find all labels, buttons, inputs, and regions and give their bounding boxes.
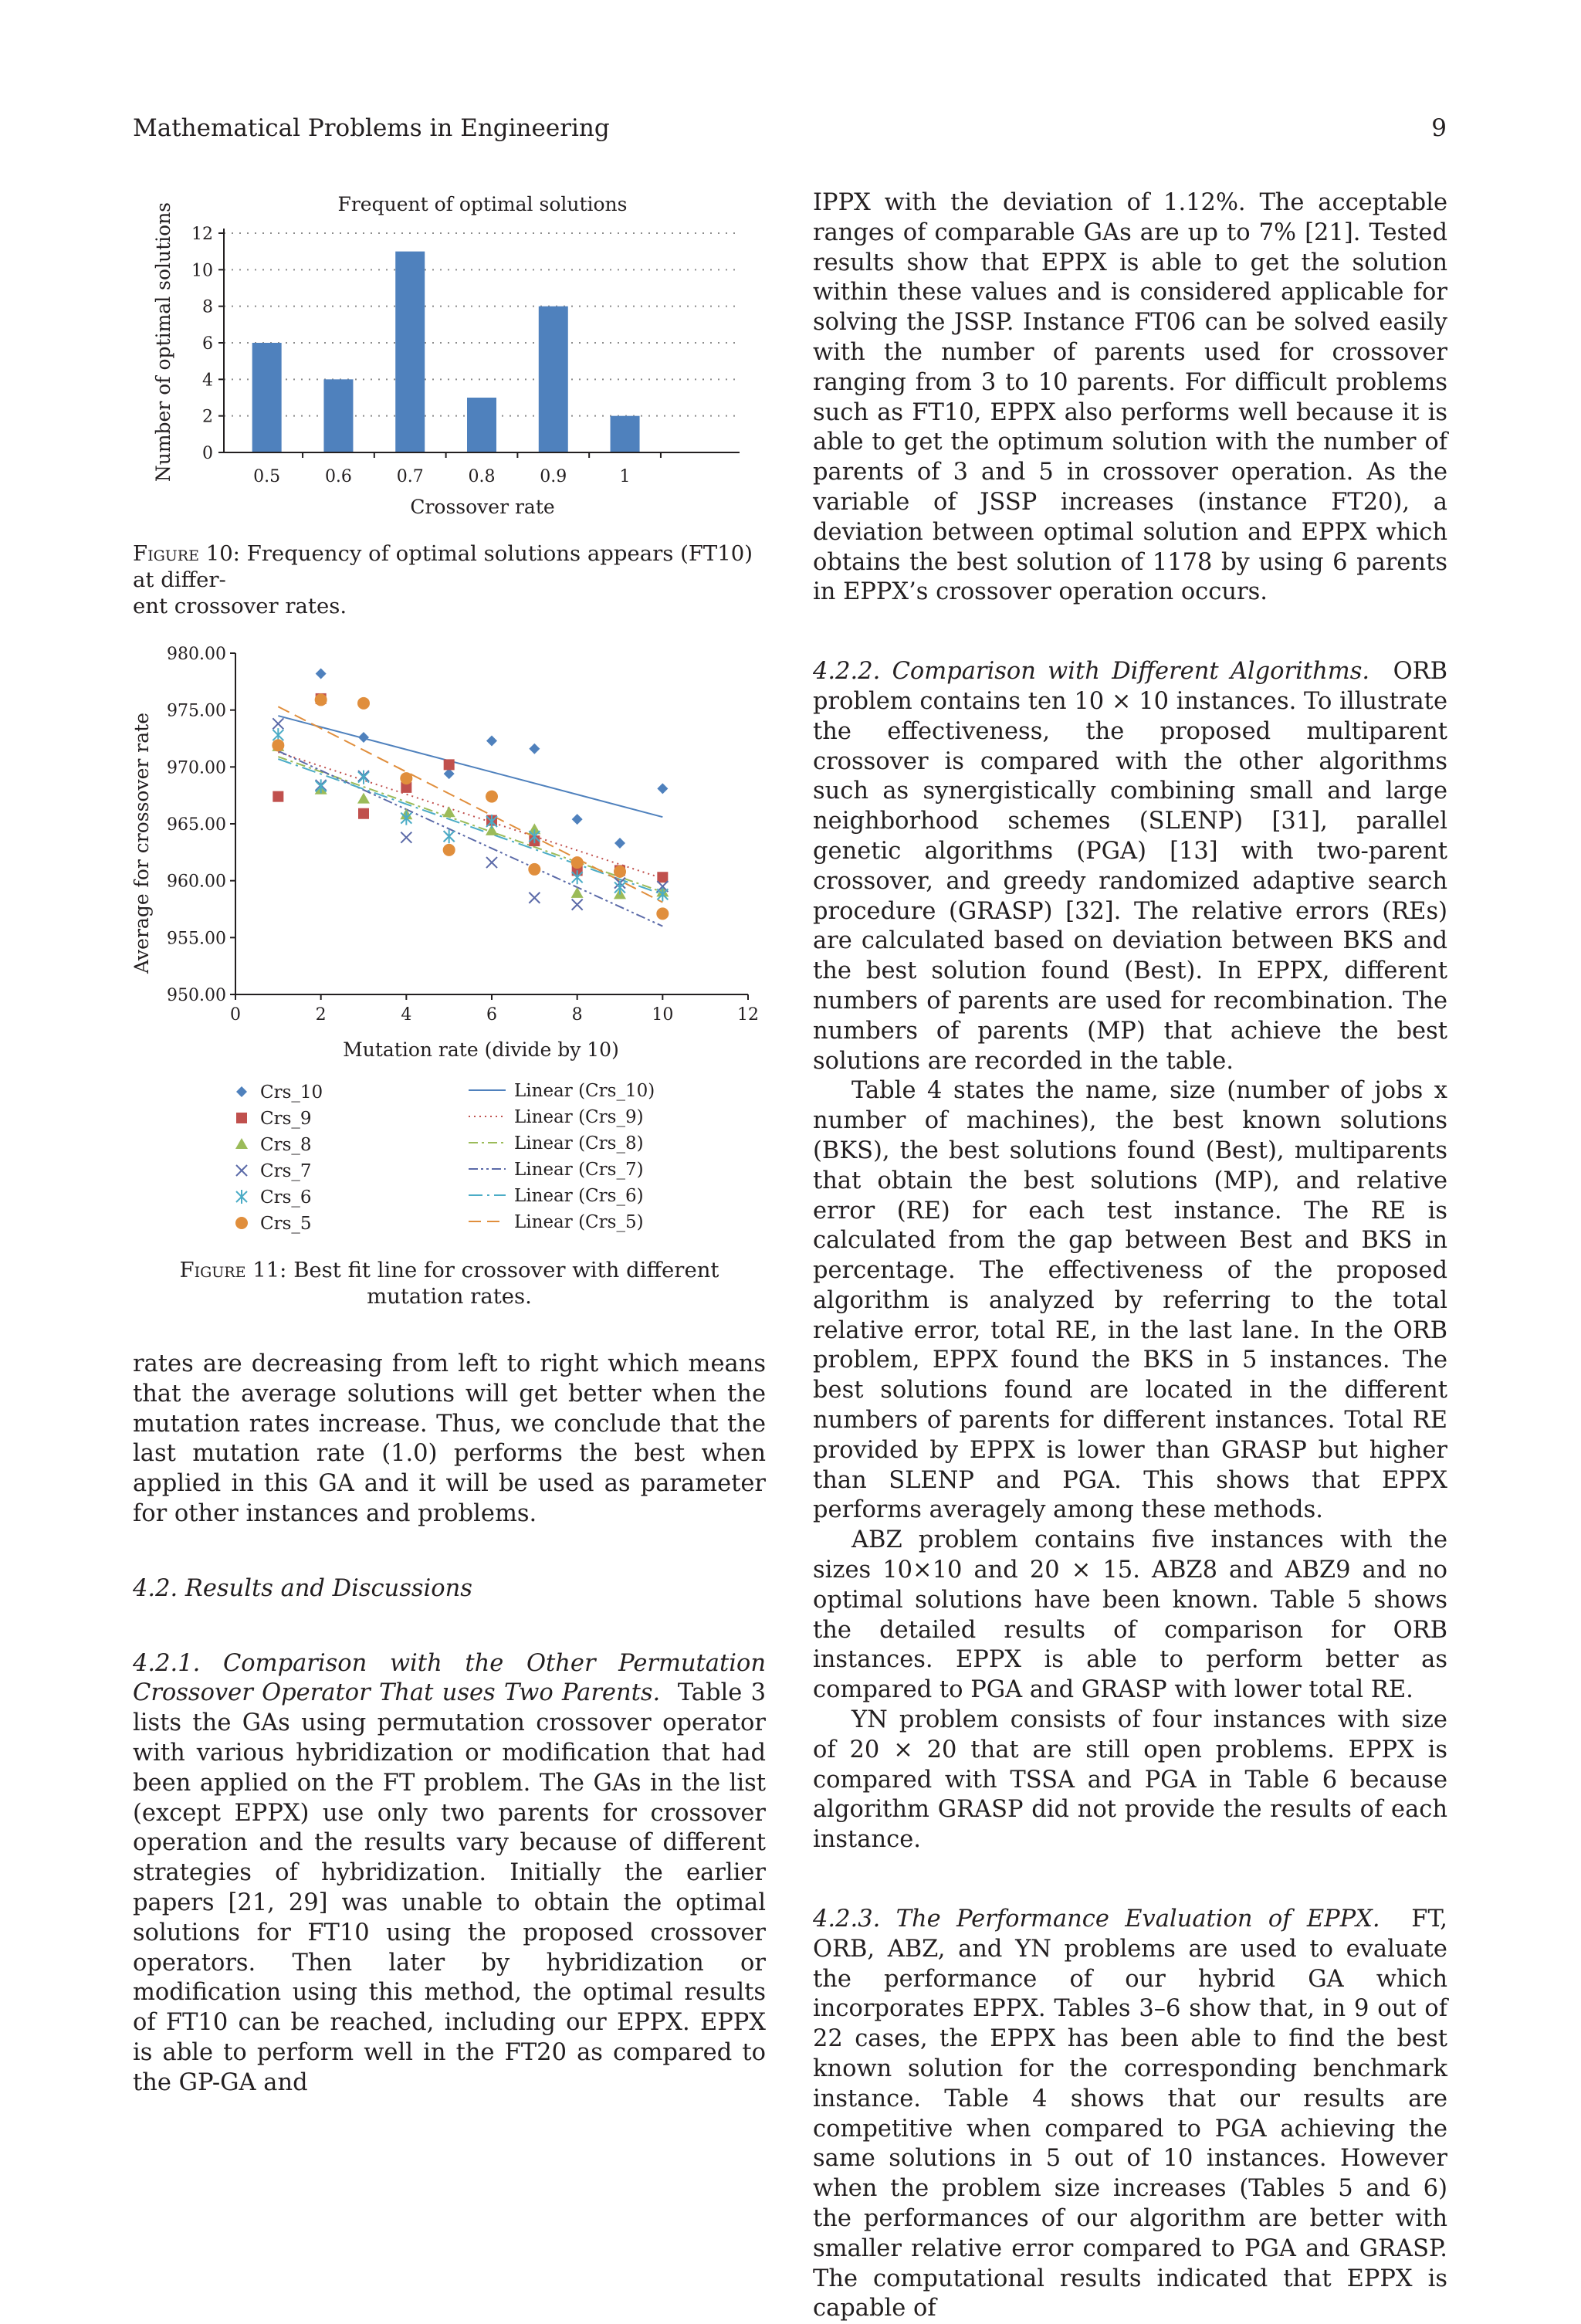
y-tick-label: 960.00 <box>167 872 226 892</box>
point-crs-7 <box>401 832 411 843</box>
point-crs-9 <box>444 759 455 770</box>
figure-10-caption-label: Figure 10: <box>133 541 240 566</box>
point-crs-5 <box>656 907 669 920</box>
right-paragraph-6-text: FT, ORB, ABZ, and YN problems are used to evaluate the performance of our hybrid GA which incorporates EPPX. Tables 3–6 show that, in 9 out of 22 cases, the EPPX has been able to find the best known solution for the corresponding benchmark instance. Table 4 shows that our results are competitive when compared to PGA achieving the same solutions in 5 out of 10 instances. However when the problem size increases (Tables 5 and 6) the performances of our algorithm are better with smaller relative error compared to PGA and GRASP. The computational results indicated that EPPX is capable of <box>813 1906 1447 2322</box>
trend-crs-9 <box>278 752 662 879</box>
y-tick-label: 12 <box>191 225 213 244</box>
right-paragraph-2 <box>813 657 1447 1076</box>
point-crs-10 <box>657 783 668 794</box>
legend-marker-crs-9 <box>236 1113 247 1123</box>
point-crs-10 <box>486 735 497 746</box>
bar-0.5 <box>252 343 282 452</box>
figure-10-caption-line-2: ent crossover rates. <box>133 594 347 618</box>
legend-label: Crs_10 <box>260 1082 323 1103</box>
right-paragraph-3: Table 4 states the name, size (number of jobs x number of machines), the best known solutions (BKS), the best solutions found (Best), multiparents that obtain the best solutions (MP), and relative error (RE) for each test instance. The RE is calculated from the gap between Best and BKS in percentage. The effectiveness of the proposed algorithm is analyzed by referring to the total relative error, total RE, in the last lane. In the ORB problem, EPPX found the BKS in 5 instances. The best solutions found are located in the different numbers of parents for different instances. Total RE provided by EPPX is lower than GRASP but higher than SLENP and PGA. This shows that EPPX performs averagely among these methods. <box>813 1077 1447 1524</box>
bar-1 <box>611 416 640 452</box>
point-crs-10 <box>358 732 369 743</box>
figure-11-scatter-chart <box>130 633 774 1251</box>
x-tick-label: 0.7 <box>396 467 424 486</box>
left-paragraph-2 <box>133 1649 766 2099</box>
legend-label: Crs_8 <box>260 1135 312 1155</box>
subsection-heading-4-2-2: 4.2.2. Comparison with Different Algorithms. <box>813 658 1370 686</box>
legend-label: Crs_7 <box>260 1161 312 1181</box>
trend-crs-10 <box>278 716 662 817</box>
point-crs-8 <box>443 806 455 817</box>
legend-trend-label: Linear (Crs_10) <box>514 1081 655 1101</box>
subsection-heading-4-2-3: 4.2.3. The Performance Evaluation of EPPX. <box>813 1906 1380 1933</box>
trend-crs-8 <box>278 757 662 892</box>
legend-marker-crs-10 <box>236 1086 247 1097</box>
legend-marker-crs-8 <box>235 1138 248 1149</box>
legend-marker-crs-7 <box>236 1165 247 1176</box>
y-tick-label: 965.00 <box>167 815 226 835</box>
point-crs-5 <box>357 697 370 710</box>
left-column-text <box>133 1350 766 2099</box>
bar-0.6 <box>323 379 353 452</box>
right-paragraph-6 <box>813 1905 1447 2324</box>
legend-marker-crs-5 <box>235 1217 248 1229</box>
point-crs-10 <box>572 814 583 825</box>
subsection-heading-4-2-1: 4.2.1. Comparison with the Other Permutation Crossover Operator That uses Two Parents. <box>133 1649 766 1707</box>
point-crs-5 <box>571 856 584 869</box>
legend-trend-label: Linear (Crs_5) <box>514 1212 644 1232</box>
scatter-x-label: Mutation rate (divide by 10) <box>343 1038 619 1061</box>
bar-0.8 <box>467 398 496 452</box>
x-tick-label: 0.5 <box>253 467 281 486</box>
x-tick-label: 0.6 <box>324 467 352 486</box>
trend-crs-6 <box>278 759 662 894</box>
legend-trend-label: Linear (Crs_6) <box>514 1186 644 1206</box>
x-tick-label: 8 <box>571 1005 583 1025</box>
point-crs-6 <box>572 870 583 884</box>
running-header-page-number: 9 <box>1431 114 1447 142</box>
point-crs-6 <box>444 829 455 843</box>
legend-trend-label: Linear (Crs_7) <box>514 1160 644 1180</box>
legend-marker-crs-6 <box>236 1190 247 1204</box>
point-crs-7 <box>572 899 583 910</box>
point-crs-5 <box>443 844 455 856</box>
running-header-journal: Mathematical Problems in Engineering <box>133 114 610 142</box>
x-tick-label: 0 <box>230 1005 241 1025</box>
point-crs-9 <box>273 791 283 802</box>
point-crs-5 <box>272 739 284 751</box>
point-crs-5 <box>486 791 498 803</box>
y-tick-label: 950.00 <box>167 986 226 1005</box>
point-crs-9 <box>657 872 668 883</box>
left-paragraph-1: rates are decreasing from left to right which means that the average solutions will get better when the mutation rates increase. Thus, we conclude that the last mutation rate (1.0) performs the best when applied in this GA and it will be used as parameter for other instances and problems. <box>133 1350 766 1527</box>
x-tick-label: 10 <box>652 1005 674 1025</box>
figure-10-caption-line-1: Frequency of optimal solutions appears (FT10) at differ- <box>133 541 753 592</box>
bar-chart-title: Frequent of optimal solutions <box>337 193 628 215</box>
y-tick-label: 955.00 <box>167 929 226 949</box>
y-tick-label: 2 <box>202 407 213 427</box>
point-crs-5 <box>614 866 626 878</box>
right-paragraph-5: YN problem consists of four instances with size of 20 × 20 that are still open problems. EPPX is compared with TSSA and PGA in Table 6 because algorithm GRASP did not provide the results of each instance. <box>813 1706 1447 1854</box>
legend-label: Crs_9 <box>260 1109 312 1129</box>
y-tick-label: 975.00 <box>167 701 226 721</box>
left-paragraph-2-text: Table 3 lists the GAs using permutation crossover operator with various hybridization or modification that had been applied on the FT problem. The GAs in the list (except EPPX) use only two parents for crossover operation and the results vary because of different strategies of hybridization. Initially the earlier papers [21, 29] was unable to obtain the optimal solutions for FT10 using the proposed crossover operators. Then later by hybridization or modification using this method, the optimal results of FT10 can be reached, including our EPPX. EPPX is able to perform well in the FT20 as compared to the GP-GA and <box>133 1679 767 2096</box>
point-crs-7 <box>486 857 497 868</box>
bar-0.9 <box>539 307 568 452</box>
y-tick-label: 0 <box>202 444 213 463</box>
legend-label: Crs_6 <box>260 1187 312 1208</box>
figure-11-caption-label: Figure 11: <box>179 1258 287 1282</box>
y-tick-label: 8 <box>202 297 213 317</box>
scatter-y-label: Average for crossover rate <box>130 713 153 974</box>
x-tick-label: 2 <box>315 1005 327 1025</box>
point-crs-9 <box>358 808 369 819</box>
x-tick-label: 12 <box>737 1005 759 1025</box>
right-column-text <box>813 188 1447 2324</box>
point-crs-10 <box>529 744 540 754</box>
x-tick-label: 4 <box>401 1005 412 1025</box>
x-tick-label: 6 <box>486 1005 497 1025</box>
legend-trend-label: Linear (Crs_9) <box>514 1107 644 1127</box>
point-crs-5 <box>400 772 412 784</box>
point-crs-10 <box>316 669 327 679</box>
figure-11-caption-text: Best fit line for crossover with different mutation rates. <box>293 1258 719 1309</box>
right-paragraph-4: ABZ problem contains five instances with the sizes 10×10 and 20 × 15. ABZ8 and ABZ9 and no optimal solutions have been known. Table 5 shows the detailed results of comparison for ORB instances. EPPX is able to perform better as compared to PGA and GRASP with lower total RE. <box>813 1526 1447 1704</box>
figure-10-bar-chart <box>147 185 764 533</box>
x-tick-label: 1 <box>619 467 631 486</box>
y-tick-label: 970.00 <box>167 758 226 778</box>
trend-crs-5 <box>278 706 662 902</box>
y-tick-label: 10 <box>191 261 213 281</box>
right-paragraph-1: IPPX with the deviation of 1.12%. The acceptable ranges of comparable GAs are up to 7% [21]. Tested results show that EPPX is able to get the solution within these values and is considered applicable for solving the JSSP. Instance FT06 can be solved easily with the number of parents used for crossover ranging from 3 to 10 parents. For difficult problems such as FT10, EPPX also performs well because it is able to get the optimum solution with the number of parents of 3 and 5 in crossover operation. As the variable of JSSP increases (instance FT20), a deviation between optimal solution and EPPX which obtains the best solution of 1178 by using 6 parents in EPPX’s crossover operation occurs. <box>813 189 1447 606</box>
point-crs-7 <box>529 893 540 903</box>
legend-label: Crs_5 <box>260 1214 312 1234</box>
bar-chart-x-label: Crossover rate <box>410 496 555 518</box>
figure-10-caption <box>133 540 766 619</box>
point-crs-10 <box>614 838 625 849</box>
x-tick-label: 0.8 <box>468 467 496 486</box>
bar-chart-y-label: Number of optimal solutions <box>152 202 174 483</box>
point-crs-6 <box>358 771 369 784</box>
y-tick-label: 6 <box>202 334 213 354</box>
y-tick-label: 980.00 <box>167 645 226 664</box>
y-tick-label: 4 <box>202 371 213 391</box>
point-crs-6 <box>316 779 327 793</box>
point-crs-5 <box>528 863 540 876</box>
bar-0.7 <box>395 252 425 452</box>
right-paragraph-2-text: ORB problem contains ten 10 × 10 instances. To illustrate the effectiveness, the proposed multiparent crossover is compared with the other algorithms such as synergistically combining small and large neighborhood schemes (SLENP) [31], parallel genetic algorithms (PGA) [13] with two-parent crossover, and greedy randomized adaptive search procedure (GRASP) [32]. The relative errors (REs) are calculated based on deviation between BKS and the best solution found (Best). In EPPX, different numbers of parents are used for recombination. The numbers of parents (MP) that achieve the best solutions are recorded in the table. <box>813 658 1448 1075</box>
point-crs-5 <box>315 693 327 706</box>
point-crs-8 <box>357 793 370 804</box>
section-heading-4-2: 4.2. Results and Discussions <box>133 1574 472 1602</box>
point-crs-7 <box>273 718 283 729</box>
figure-11-caption <box>133 1257 766 1309</box>
legend-trend-label: Linear (Crs_8) <box>514 1133 644 1154</box>
x-tick-label: 0.9 <box>540 467 567 486</box>
